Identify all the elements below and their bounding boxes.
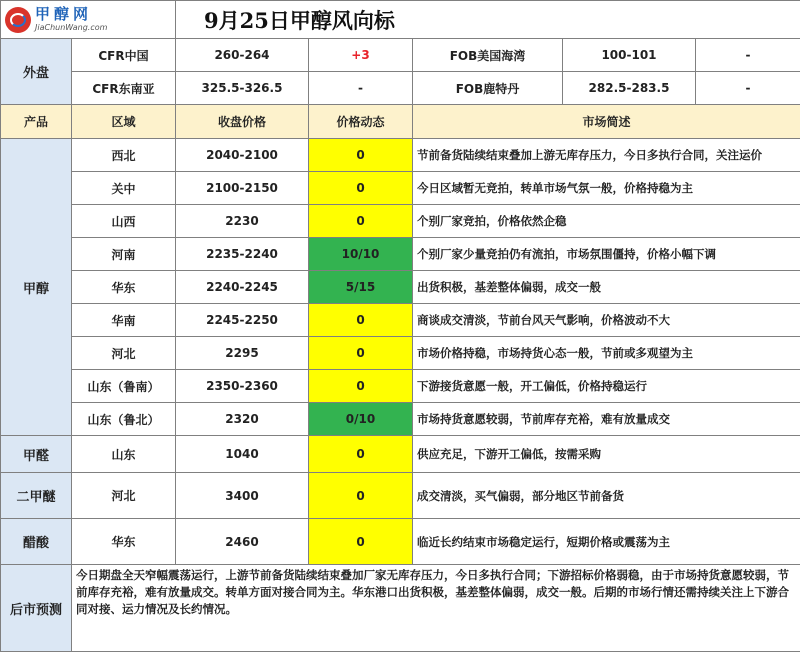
ext-name: FOB鹿特丹 (413, 72, 563, 105)
comment-cell: 商谈成交清淡，节前台风天气影响，价格波动不大 (413, 304, 800, 337)
region-cell: 关中 (72, 172, 176, 205)
ext-name: CFR中国 (72, 39, 176, 72)
table-row (1, 370, 800, 403)
table-row (1, 205, 800, 238)
price-cell: 2240-2245 (176, 271, 309, 304)
change-cell: 0/10 (309, 403, 413, 436)
comment-cell: 出货积极，基差整体偏弱，成交一般 (413, 271, 800, 304)
col-header-product: 产品 (1, 105, 72, 139)
region-cell: 山东（鲁北） (72, 403, 176, 436)
table-row (1, 172, 800, 205)
logo (1, 1, 176, 39)
product-label: 醋酸 (1, 519, 72, 565)
comment-cell: 市场持货意愿较弱，节前库存充裕，难有放量成交 (413, 403, 800, 436)
region-cell: 华南 (72, 304, 176, 337)
price-cell: 3400 (176, 473, 309, 519)
region-cell: 河北 (72, 473, 176, 519)
logo-en: JiaChunWang.com (35, 24, 107, 32)
change-cell: 0 (309, 139, 413, 172)
region-cell: 华东 (72, 271, 176, 304)
price-cell: 2245-2250 (176, 304, 309, 337)
price-cell: 2100-2150 (176, 172, 309, 205)
comment-cell: 节前备货陆续结束叠加上游无库存压力，今日多执行合同，关注运价 (413, 139, 800, 172)
ext-change: - (696, 72, 800, 105)
region-cell: 山东（鲁南） (72, 370, 176, 403)
ext-value: 282.5-283.5 (563, 72, 696, 105)
price-cell: 2460 (176, 519, 309, 565)
price-cell: 2040-2100 (176, 139, 309, 172)
change-cell: 5/15 (309, 271, 413, 304)
table-row (1, 139, 800, 172)
table-row (1, 337, 800, 370)
forecast-row (1, 565, 800, 652)
change-cell: 0 (309, 370, 413, 403)
ext-change: - (696, 39, 800, 72)
comment-cell: 临近长约结束市场稳定运行，短期价格或震荡为主 (413, 519, 800, 565)
ext-name: CFR东南亚 (72, 72, 176, 105)
page-title: 9月25日甲醇风向标 (176, 1, 800, 39)
table-row (1, 519, 800, 565)
product-label: 甲醛 (1, 436, 72, 473)
change-cell: 10/10 (309, 238, 413, 271)
ext-change: +3 (309, 39, 413, 72)
col-header-comment: 市场简述 (413, 105, 800, 139)
change-cell: 0 (309, 304, 413, 337)
table-row (1, 436, 800, 473)
ext-change: - (309, 72, 413, 105)
col-header-price: 收盘价格 (176, 105, 309, 139)
change-cell: 0 (309, 172, 413, 205)
col-header-change: 价格动态 (309, 105, 413, 139)
comment-cell: 今日区域暂无竞拍，转单市场气氛一般，价格持稳为主 (413, 172, 800, 205)
change-cell: 0 (309, 337, 413, 370)
region-cell: 西北 (72, 139, 176, 172)
logo-cn: 甲醇网 (35, 7, 107, 22)
table-row (1, 403, 800, 436)
region-cell: 山东 (72, 436, 176, 473)
comment-cell: 供应充足，下游开工偏低，按需采购 (413, 436, 800, 473)
region-cell: 华东 (72, 519, 176, 565)
region-cell: 山西 (72, 205, 176, 238)
comment-cell: 下游接货意愿一般，开工偏低，价格持稳运行 (413, 370, 800, 403)
change-cell: 0 (309, 205, 413, 238)
table-row (1, 304, 800, 337)
product-label-methanol: 甲醇 (1, 139, 72, 436)
ext-name: FOB美国海湾 (413, 39, 563, 72)
price-cell: 2230 (176, 205, 309, 238)
table-row (1, 238, 800, 271)
comment-cell: 个别厂家少量竞拍仍有流拍，市场氛围僵持，价格小幅下调 (413, 238, 800, 271)
region-cell: 河南 (72, 238, 176, 271)
logo-mark-icon (5, 7, 31, 33)
ext-value: 260-264 (176, 39, 309, 72)
change-cell: 0 (309, 473, 413, 519)
region-cell: 河北 (72, 337, 176, 370)
forecast-text: 今日期盘全天窄幅震荡运行，上游节前备货陆续结束叠加厂家无库存压力，今日多执行合同；下游招标价格弱稳，由于市场持货意愿较弱，节前库存充裕，难有放量成交。转单方面对接合同为主。华东港口出货积极，基差整体偏弱，成交一般。后期的市场行情还需持续关注上下游合同对接、运力情况及长约情况。 (72, 565, 800, 652)
comment-cell: 个别厂家竞拍，价格依然企稳 (413, 205, 800, 238)
change-cell: 0 (309, 519, 413, 565)
external-label: 外盘 (1, 39, 72, 105)
change-cell: 0 (309, 436, 413, 473)
table-row (1, 473, 800, 519)
ext-value: 100-101 (563, 39, 696, 72)
price-cell: 1040 (176, 436, 309, 473)
col-header-region: 区域 (72, 105, 176, 139)
price-cell: 2295 (176, 337, 309, 370)
ext-value: 325.5-326.5 (176, 72, 309, 105)
price-cell: 2350-2360 (176, 370, 309, 403)
product-label: 二甲醚 (1, 473, 72, 519)
forecast-label: 后市预测 (1, 565, 72, 652)
comment-cell: 市场价格持稳，市场持货心态一般，节前或多观望为主 (413, 337, 800, 370)
price-cell: 2235-2240 (176, 238, 309, 271)
price-cell: 2320 (176, 403, 309, 436)
table-row (1, 271, 800, 304)
comment-cell: 成交清淡，买气偏弱，部分地区节前备货 (413, 473, 800, 519)
